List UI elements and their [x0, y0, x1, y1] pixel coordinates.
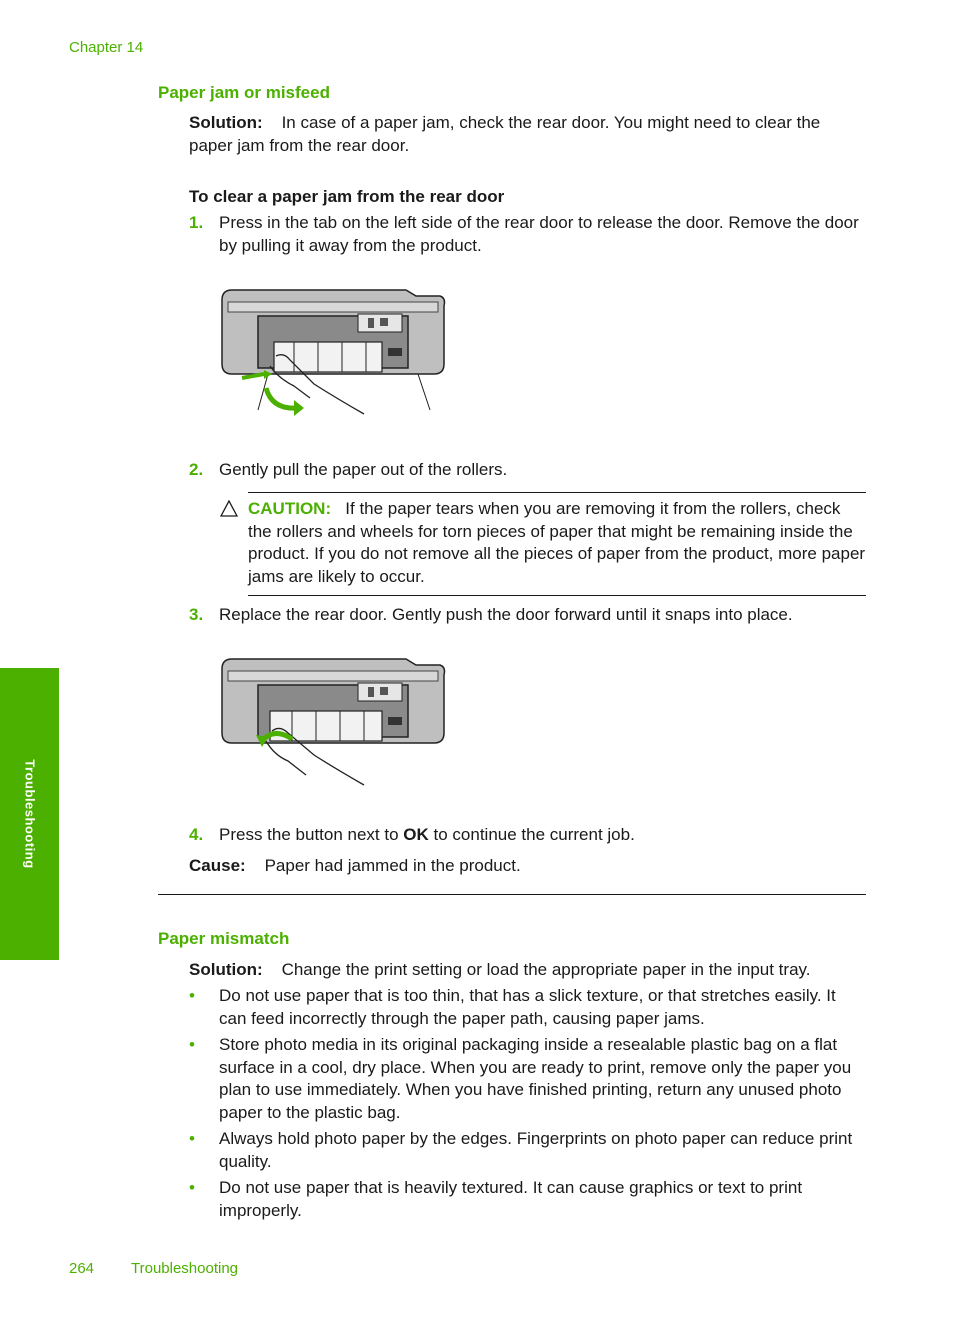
list-item-text: Do not use paper that is too thin, that has a slick texture, or that stretches easily. It can feed incorrectly through the paper path, causing paper jams. — [219, 986, 836, 1028]
list-item-text: Store photo media in its original packaging inside a resealable plastic bag on a flat surface in a cool, dry place. When you are ready to print, remove only the paper you plan to use immediately. When you have finished printing, return any unused photo paper to the plastic bag. — [219, 1035, 852, 1122]
caution-top-rule — [248, 492, 866, 493]
list-item — [189, 985, 866, 1030]
printer-rear-door-removal-drawing — [218, 286, 448, 420]
chapter-label: Chapter 14 — [69, 39, 144, 56]
procedure-title: To clear a paper jam from the rear door — [189, 187, 505, 206]
list-item — [189, 1034, 866, 1124]
illustration-remove-rear-door — [218, 286, 448, 420]
step-2 — [189, 459, 866, 482]
bullet-icon: • — [189, 1178, 195, 1197]
step-text: Press the button next to OK to continue the current job. — [219, 825, 635, 844]
list-item-text: Always hold photo paper by the edges. Fingerprints on photo paper can reduce print quality. — [219, 1129, 853, 1171]
side-tab — [0, 668, 59, 960]
solution-label: Solution: — [189, 113, 263, 132]
list-item — [189, 1177, 866, 1222]
step-number: 1. — [189, 213, 204, 232]
caution-note — [248, 498, 866, 588]
cause-text: Paper had jammed in the product. — [264, 856, 521, 875]
section-title-paper-mismatch: Paper mismatch — [158, 929, 290, 948]
step-text: Gently pull the paper out of the rollers. — [219, 460, 508, 479]
solution-paragraph-2 — [189, 959, 866, 982]
step-1 — [189, 212, 866, 257]
solution-paragraph — [189, 112, 866, 157]
footer-section: Troubleshooting — [131, 1260, 239, 1277]
side-tab-label: Troubleshooting — [22, 759, 38, 869]
bullet-icon: • — [189, 1129, 195, 1148]
ok-button-label: OK — [403, 825, 429, 844]
cause-label: Cause: — [189, 856, 246, 875]
caution-bottom-rule — [248, 595, 866, 596]
solution-label: Solution: — [189, 960, 263, 979]
caution-label: CAUTION: — [248, 499, 332, 518]
solution-text: Change the print setting or load the appropriate paper in the input tray. — [281, 960, 811, 979]
step-number: 2. — [189, 460, 204, 479]
solution-text: In case of a paper jam, check the rear door. You might need to clear the paper jam from the rear door. — [189, 113, 821, 155]
bullet-icon: • — [189, 986, 195, 1005]
cause-paragraph — [189, 855, 866, 878]
section-divider — [158, 894, 866, 895]
step-3 — [189, 604, 866, 627]
step-number: 3. — [189, 605, 204, 624]
page-number: 264 — [69, 1260, 95, 1277]
caution-text: If the paper tears when you are removing it from the rollers, check the rollers and wheels for torn pieces of paper that might be remaining inside the product. If you do not remove all the pieces of paper from the product, more paper jams are likely to occur. — [248, 499, 866, 586]
step-number: 4. — [189, 825, 204, 844]
section-title-paper-jam: Paper jam or misfeed — [158, 83, 330, 102]
list-item-text: Do not use paper that is heavily textured. It can cause graphics or text to print improperly. — [219, 1178, 803, 1220]
step-text: Press in the tab on the left side of the rear door to release the door. Remove the door by pulling it away from the product. — [219, 213, 859, 255]
list-item — [189, 1128, 866, 1173]
step-4 — [189, 824, 866, 847]
illustration-replace-rear-door — [218, 655, 448, 789]
caution-triangle-icon — [220, 500, 238, 517]
printer-rear-door-replace-drawing — [218, 655, 448, 789]
bullet-icon: • — [189, 1035, 195, 1054]
step-text: Replace the rear door. Gently push the door forward until it snaps into place. — [219, 605, 793, 624]
